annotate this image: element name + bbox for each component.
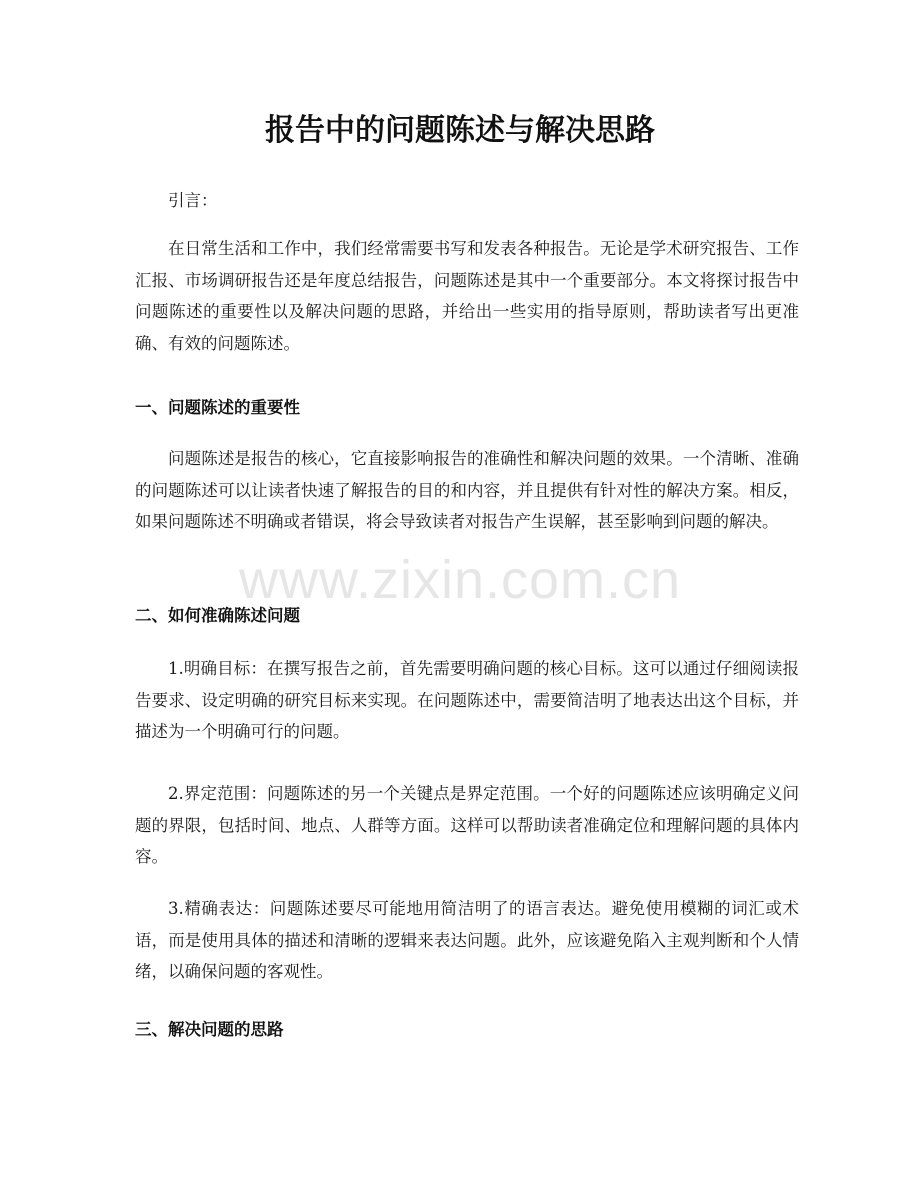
document-title: 报告中的问题陈述与解决思路 [265, 113, 655, 148]
section2-item-2: 2.界定范围：问题陈述的另一个关键点是界定范围。一个好的问题陈述应该明确定义问题的界限，包括时间、地点、人群等方面。这样可以帮助读者准确定位和理解问题的具体内容。 [135, 784, 799, 866]
watermark: www.zixin.com.cn [238, 550, 682, 610]
section3-heading: 三、解决问题的思路 [135, 1020, 284, 1039]
intro-paragraph: 在日常生活和工作中，我们经常需要书写和发表各种报告。无论是学术研究报告、工作汇报、市场调研报告还是年度总结报告，问题陈述是其中一个重要部分。本文将探讨报告中问题陈述的重要性以及解决问题的思路，并给出一些实用的指导原则，帮助读者写出更准确、有效的问题陈述。 [135, 239, 799, 353]
section1-heading: 一、问题陈述的重要性 [135, 398, 300, 417]
section1-paragraph: 问题陈述是报告的核心，它直接影响报告的准确性和解决问题的效果。一个清晰、准确的问题陈述可以让读者快速了解报告的目的和内容，并且提供有针对性的解决方案。相反，如果问题陈述不明确或者错误，将会导致读者对报告产生误解，甚至影响到问题的解决。 [135, 449, 799, 531]
section2-item-1: 1.明确目标：在撰写报告之前，首先需要明确问题的核心目标。这可以通过仔细阅读报告要求、设定明确的研究目标来实现。在问题陈述中，需要简洁明了地表达出这个目标，并描述为一个明确可行的问题。 [135, 659, 799, 741]
section2-item-3: 3.精确表达：问题陈述要尽可能地用简洁明了的语言表达。避免使用模糊的词汇或术语，而是使用具体的描述和清晰的逻辑来表达问题。此外，应该避免陷入主观判断和个人情绪，以确保问题的客观性。 [135, 899, 799, 981]
section2-heading: 二、如何准确陈述问题 [135, 606, 300, 625]
intro-label: 引言： [168, 191, 218, 210]
